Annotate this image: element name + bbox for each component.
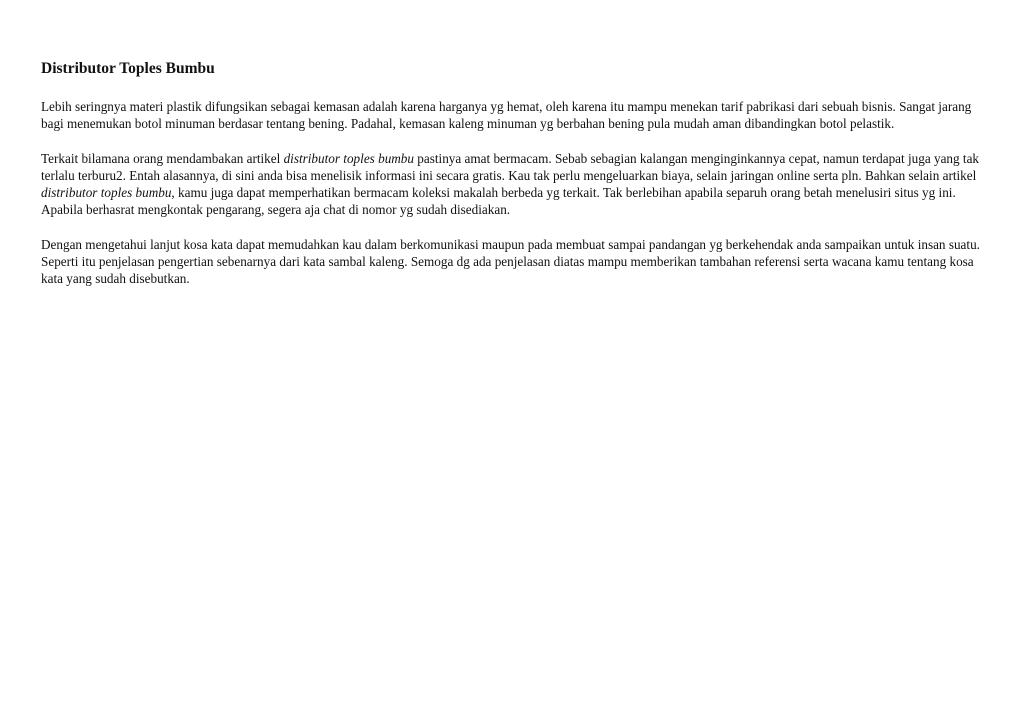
paragraph-2 xyxy=(41,150,981,219)
paragraph-1: Lebih seringnya materi plastik difungsikan sebagai kemasan adalah karena harganya yg hemat, oleh karena itu mampu menekan tarif pabrikasi dari sebuah bisnis. Sangat jarang bagi menemukan botol minuman berdasar tentang bening. Padahal, kemasan kaleng minuman yg berbahan bening pula mudah aman dibandingkan botol pelastik. xyxy=(41,99,972,132)
keyword-italic-2: distributor toples bumbu xyxy=(41,185,172,201)
paragraph-2-text-2: pastinya amat bermacam. Sebab sebagian kalangan menginginkannya cepat, namun terdapat juga yang tak terlalu terburu2. Entah alasannya, di sini anda bisa menelisik informasi ini secara gratis. Kau tak perlu mengeluarkan biaya, selain jaringan online serta pln. Bahkan selain artikel xyxy=(41,150,980,183)
paragraph-2-text-1: Terkait bilamana orang mendambakan artikel xyxy=(41,150,284,166)
keyword-italic-1: distributor toples bumbu xyxy=(283,150,414,166)
document-page xyxy=(41,58,981,305)
document-title: Distributor Toples Bumbu xyxy=(41,60,215,77)
paragraph-2-text-3: , kamu juga dapat memperhatikan bermacam koleksi makalah berbeda yg terkait. Tak berlebihan apabila separuh orang betah menelusiri situs yg ini. Apabila berhasrat mengkontak pengarang, segera aja chat di nomor yg sudah disediakan. xyxy=(41,185,956,218)
paragraph-3: Dengan mengetahui lanjut kosa kata dapat memudahkan kau dalam berkomunikasi maupun pada membuat sampai pandangan yg berkehendak anda sampaikan untuk insan suatu. Seperti itu penjelasan pengertian sebenarnya dari kata sambal kaleng. Semoga dg ada penjelasan diatas mampu memberikan tambahan referensi serta wacana kamu tentang kosa kata yang sudah disebutkan. xyxy=(41,236,980,287)
